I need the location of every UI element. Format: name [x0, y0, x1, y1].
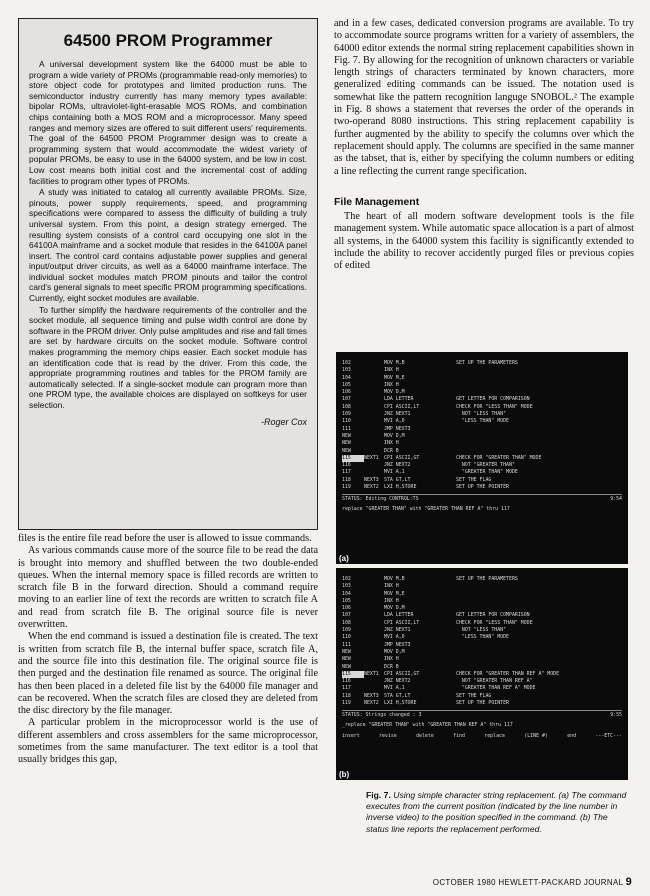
- page-number: 9: [625, 876, 632, 888]
- line-instruction: MVI A,1: [384, 685, 405, 692]
- line-label: [364, 678, 384, 685]
- line-number: 107: [342, 396, 351, 403]
- code-line: [342, 627, 622, 634]
- line-number: 109: [342, 627, 351, 634]
- line-number: 115: [342, 671, 364, 678]
- line-comment: [456, 598, 622, 605]
- code-line: [342, 418, 622, 425]
- line-instruction: CPI ASCII,LT: [384, 619, 420, 626]
- line-instruction: CPI ASCII,GT: [384, 670, 420, 677]
- status-time: 9:55: [610, 712, 622, 719]
- line-comment: [456, 389, 622, 396]
- line-label: [364, 396, 384, 403]
- line-label: [364, 448, 384, 455]
- line-number: 117: [342, 469, 351, 476]
- line-number: 110: [342, 634, 351, 641]
- line-comment: SET UP THE PARAMETERS: [456, 576, 518, 582]
- right-column-text: [334, 18, 634, 273]
- figure-label-b: (b): [339, 769, 350, 779]
- code-line: [342, 433, 622, 440]
- line-instruction: DCR B: [384, 663, 399, 670]
- line-label: [364, 426, 384, 433]
- line-label: [364, 382, 384, 389]
- line-label: [364, 375, 384, 382]
- line-instruction: JMP NEXT3: [384, 641, 411, 648]
- line-instruction: MOV D,M: [384, 389, 405, 396]
- line-number: 105: [342, 597, 351, 604]
- caption-text: Using simple character string replacement. (a) The command executes from the current position (indicated by the line number in inverse video) to the position specified in the command. (b) The status line reports the replacement performed.: [366, 790, 627, 834]
- line-comment: [456, 440, 622, 447]
- line-instruction: LDA LETTER: [384, 612, 414, 619]
- code-line: [342, 389, 622, 396]
- line-label: [364, 389, 384, 396]
- line-instruction: MOV M,E: [384, 374, 405, 381]
- line-instruction: MVI A,0: [384, 634, 405, 641]
- line-comment: CHECK FOR "LESS THAN" MODE: [456, 403, 533, 410]
- line-instruction: LDA LETTER: [384, 396, 414, 403]
- line-number: NEW: [342, 663, 351, 670]
- line-instruction: INX H: [384, 583, 399, 590]
- code-line: [342, 642, 622, 649]
- line-number: 108: [342, 619, 351, 626]
- code-line: [342, 612, 622, 619]
- line-comment: [456, 367, 622, 374]
- line-number: 103: [342, 583, 351, 590]
- line-label: [364, 649, 384, 656]
- line-label: [364, 612, 384, 619]
- line-label: [364, 656, 384, 663]
- code-line: [342, 671, 622, 678]
- line-instruction: STA GT,LT: [384, 476, 411, 483]
- line-label: [364, 367, 384, 374]
- line-instruction: CPI ASCII,LT: [384, 403, 420, 410]
- code-line: [342, 411, 622, 418]
- softkey: end: [567, 732, 577, 739]
- line-instruction: STA GT,LT: [384, 692, 411, 699]
- line-comment: CHECK FOR "GREATER THAN" MODE: [456, 454, 542, 461]
- code-line: [342, 396, 622, 403]
- softkey-bar: [342, 733, 622, 740]
- line-comment: "GREATER THAN REF A" MODE: [456, 685, 536, 692]
- code-line: [342, 605, 622, 612]
- line-instruction: MOV D,M: [384, 605, 405, 612]
- line-number: 119: [342, 484, 351, 491]
- line-comment: "LESS THAN" MODE: [456, 418, 509, 425]
- line-instruction: JNZ NEXT2: [384, 678, 411, 685]
- line-number: 104: [342, 590, 351, 597]
- line-comment: GET LETTER FOR COMPARISON: [456, 396, 530, 403]
- code-line: [342, 448, 622, 455]
- sidebar-box: [18, 18, 318, 530]
- line-instruction: JNZ NEXT2: [384, 462, 411, 469]
- line-instruction: INX H: [384, 381, 399, 388]
- line-comment: SET UP THE PARAMETERS: [456, 360, 518, 366]
- code-line: [342, 360, 622, 367]
- figure-label-a: (a): [339, 553, 349, 563]
- code-line: [342, 700, 622, 707]
- code-line: [342, 664, 622, 671]
- line-comment: CHECK FOR "GREATER THAN REF A" MODE: [456, 670, 560, 677]
- line-instruction: MVI A,0: [384, 418, 405, 425]
- line-instruction: INX H: [384, 440, 399, 447]
- line-number: 118: [342, 692, 351, 699]
- line-number: 106: [342, 389, 351, 396]
- line-comment: [456, 433, 622, 440]
- body-paragraph: A particular problem in the microprocessor world is the use of different assemblers and cross assemblers for the same microprocessor, sometimes from the same manufacturer. The text editor is a tool that usually bridges this gap,: [18, 717, 318, 766]
- figure-number: Fig. 7.: [366, 790, 391, 800]
- code-line: [342, 576, 622, 583]
- line-number: 117: [342, 685, 351, 692]
- body-paragraph: When the end command is issued a destination file is created. The text is written from scratch file B, the internal buffer space, scratch file A, and the source file into this destination file. The original source file is then purged and the destination file renamed as source. The original file has then been placed in a deleted file list by the 64000 file manager and can be recovered. When the scratch files are closed they are deleted from the disc directory by the file manager.: [18, 631, 318, 717]
- sidebar-signature: -Roger Cox: [260, 416, 307, 427]
- line-number: NEW: [342, 648, 351, 655]
- code-line: [342, 477, 622, 484]
- line-comment: CHECK FOR "LESS THAN" MODE: [456, 619, 533, 626]
- line-label: [364, 634, 384, 641]
- line-label: NEXT1: [364, 454, 379, 461]
- softkey: find: [453, 732, 465, 739]
- line-label: [364, 591, 384, 598]
- line-label: NEXT1: [364, 670, 379, 677]
- code-line: [342, 469, 622, 476]
- status-line: [342, 494, 622, 503]
- code-line: [342, 367, 622, 374]
- line-comment: [456, 426, 622, 433]
- line-number: 119: [342, 700, 351, 707]
- line-comment: [456, 591, 622, 598]
- line-comment: GET LETTER FOR COMPARISON: [456, 612, 530, 619]
- code-line: [342, 591, 622, 598]
- sidebar-paragraph: A study was initiated to catalog all currently available PROMs. Size, pinouts, power supply requirements, speed, and programming specifications were compared to assess the difficulty of building a truly universal system. From this point, a design strategy emerged. The resulting system consists of a control card occupying one slot in the 64100A mainframe and a socket module that resides in the 64100A panel insert. The control card contains adjustable power supplies and general input/output driver circuits, as well as a 64000 mainframe interface. The individual socket modules match PROM pinouts and tailor the control card's general signals to meet specific PROM programming specifications. Currently, eight socket modules are available.: [29, 187, 307, 304]
- line-number: NEW: [342, 440, 351, 447]
- sidebar-title: 64500 PROM Programmer: [63, 31, 273, 50]
- code-line: [342, 634, 622, 641]
- line-label: [364, 627, 384, 634]
- body-paragraph: The heart of all modern software development tools is the file management system. While automatic space allocation is a part of almost all systems, in the 64000 system this facility is significantly extended to include the ability to recover accidently purged files or previous copies of edited: [334, 211, 634, 272]
- line-label: NEXT2: [364, 700, 379, 707]
- line-label: [364, 433, 384, 440]
- line-instruction: LXI H,STORE: [384, 484, 417, 491]
- line-comment: [456, 448, 622, 455]
- line-comment: SET THE FLAG: [456, 692, 492, 699]
- line-label: [364, 685, 384, 692]
- line-label: NEXT3: [364, 692, 379, 699]
- line-label: [364, 664, 384, 671]
- line-instruction: MVI A,1: [384, 469, 405, 476]
- line-number: 118: [342, 476, 351, 483]
- line-comment: [456, 664, 622, 671]
- line-number: NEW: [342, 432, 351, 439]
- line-comment: [456, 649, 622, 656]
- line-comment: NOT "LESS THAN": [456, 411, 507, 418]
- command-line: _replace "GREATER THAN" with "GREATER THAN REF A" thru 117: [342, 721, 513, 728]
- line-number: 105: [342, 381, 351, 388]
- code-line: [342, 462, 622, 469]
- line-label: [364, 620, 384, 627]
- line-comment: [456, 656, 622, 663]
- code-line: [342, 620, 622, 627]
- line-instruction: MOV M,E: [384, 590, 405, 597]
- line-comment: SET UP THE POINTER: [456, 700, 509, 707]
- line-instruction: JNZ NEXT1: [384, 411, 411, 418]
- line-number: 106: [342, 605, 351, 612]
- softkey: revise: [379, 732, 397, 739]
- code-line: [342, 678, 622, 685]
- line-comment: SET THE FLAG: [456, 476, 492, 483]
- line-number: 116: [342, 678, 351, 685]
- sidebar-paragraph: To further simplify the hardware requirements of the controller and the socket module, all sequence timing and pulse width control are done by software in the PROM driver. Only pulse amplitudes and rise and fall times are set by hardware circuits on the socket module. Software control makes programming the memory chips easier. Each socket module has an identification code that is read by the driver. From this code, the appropriate programming routines and tables for the PROM family are automatically selected. If a single-socket module can program more than one PROM type, the available choices are displayed on softkeys for user selection.: [29, 304, 307, 410]
- line-instruction: MOV M,B: [384, 576, 405, 582]
- code-line: [342, 426, 622, 433]
- line-comment: NOT "GREATER THAN": [456, 462, 515, 469]
- line-instruction: MOV D,M: [384, 648, 405, 655]
- line-number: 116: [342, 462, 351, 469]
- code-listing: [342, 576, 622, 707]
- line-instruction: INX H: [384, 367, 399, 374]
- code-line: [342, 440, 622, 447]
- line-comment: [456, 382, 622, 389]
- line-number: NEW: [342, 656, 351, 663]
- line-instruction: JMP NEXT3: [384, 425, 411, 432]
- line-number: 103: [342, 367, 351, 374]
- body-paragraph: files is the entire file read before the user is allowed to issue commands.: [18, 533, 312, 544]
- command-line: replace "GREATER THAN" with "GREATER THAN REF A" thru 117: [342, 505, 510, 512]
- line-instruction: MOV D,M: [384, 432, 405, 439]
- code-line: [342, 404, 622, 411]
- line-number: 111: [342, 641, 351, 648]
- line-instruction: INX H: [384, 656, 399, 663]
- line-instruction: MOV M,B: [384, 360, 405, 366]
- code-line: [342, 455, 622, 462]
- softkey: delete: [416, 732, 434, 739]
- section-heading: File Management: [334, 195, 420, 208]
- line-label: NEXT3: [364, 476, 379, 483]
- line-comment: SET UP THE POINTER: [456, 484, 509, 491]
- line-comment: "GREATER THAN" MODE: [456, 469, 518, 476]
- code-line: [342, 598, 622, 605]
- line-label: [364, 605, 384, 612]
- figure-screen-b: [336, 568, 628, 780]
- code-listing: [342, 360, 622, 491]
- status-text: STATUS: Strings changed : 3: [342, 712, 422, 719]
- line-label: [364, 360, 384, 367]
- sidebar-paragraph: A universal development system like the 64000 must be able to program a wide variety of PROMs (programmable read-only memories) to store object code for prototypes and limited production runs. The semiconductor industry currently has many memory types available: bipolar ROMs, ultraviolet-light-erasable MOS ROMs, and combination chips containing both a MOS ROM and a microprocessor. Many speed ranges and memory sizes are offered to suit different users' requirements. The goal of the 64500 PROM Programmer design was to create a programming system that would accommodate the widest variety of popular PROMs, be easy to use in the 64000 system, and be low in cost. Low cost means both initial cost and the incremental cost of adding facilities to program other types of PROMs.: [29, 59, 307, 186]
- line-number: 108: [342, 403, 351, 410]
- line-comment: [456, 642, 622, 649]
- line-instruction: DCR B: [384, 447, 399, 454]
- line-number: NEW: [342, 447, 351, 454]
- softkey: ---ETC---: [595, 732, 622, 739]
- softkey: (LINE #): [524, 732, 548, 739]
- left-column-text: [18, 533, 318, 767]
- line-instruction: JNZ NEXT1: [384, 627, 411, 634]
- body-paragraph: As various commands cause more of the source file to be read the data is brought into memory and shuffled between the two double-ended queues. When the internal memory space is filled records are written to scratch file B in the forward direction. Should a command require moving to an earlier line of text the records are written to scratch file A and read from scratch file B. The original source file is never overwritten.: [18, 545, 318, 631]
- line-instruction: LXI H,STORE: [384, 700, 417, 707]
- line-comment: [456, 375, 622, 382]
- code-line: [342, 693, 622, 700]
- line-label: NEXT2: [364, 484, 379, 491]
- line-number: 104: [342, 374, 351, 381]
- code-line: [342, 484, 622, 491]
- code-line: [342, 583, 622, 590]
- footer-text: OCTOBER 1980 HEWLETT-PACKARD JOURNAL: [432, 878, 624, 887]
- line-comment: "LESS THAN" MODE: [456, 634, 509, 641]
- status-time: 9:54: [610, 496, 622, 503]
- page-footer: [433, 876, 632, 888]
- line-number: 109: [342, 411, 351, 418]
- line-label: [364, 404, 384, 411]
- line-instruction: CPI ASCII,GT: [384, 454, 420, 461]
- line-label: [364, 411, 384, 418]
- status-text: STATUS: Editing CONTROL:TS: [342, 496, 419, 503]
- line-number: 115: [342, 455, 364, 462]
- status-line: [342, 710, 622, 719]
- softkey: insert: [342, 732, 360, 739]
- line-number: 110: [342, 418, 351, 425]
- line-label: [364, 642, 384, 649]
- figure-caption: [366, 790, 632, 835]
- code-line: [342, 656, 622, 663]
- line-label: [364, 440, 384, 447]
- line-number: 107: [342, 612, 351, 619]
- line-comment: NOT "GREATER THAN REF A": [456, 678, 533, 685]
- code-line: [342, 649, 622, 656]
- line-number: 102: [342, 360, 351, 366]
- softkey: replace: [484, 732, 505, 739]
- code-line: [342, 685, 622, 692]
- line-label: [364, 418, 384, 425]
- line-number: 102: [342, 576, 351, 582]
- line-label: [364, 576, 384, 583]
- line-number: 111: [342, 425, 351, 432]
- figure-screen-a: [336, 352, 628, 564]
- line-instruction: INX H: [384, 597, 399, 604]
- line-comment: [456, 605, 622, 612]
- line-comment: [456, 583, 622, 590]
- line-label: [364, 598, 384, 605]
- line-label: [364, 462, 384, 469]
- line-label: [364, 583, 384, 590]
- body-paragraph: and in a few cases, dedicated conversion programs are available. To try to accommodate source programs written for a variety of assemblers, the 64000 editor extends the normal string replacement capabilities shown in Fig. 7. By allowing for the recognition of unknown characters or variable length strings of characters terminated by known characters, more generalized editing commands can be issued. The notation used is somewhat like the pattern recognition languge SNOBOL.² The example in Fig. 8 shows a statement that reverses the order of the operands in two-operand 8080 instructions. This string replacement capability is further augmented by the ability to specify the columns over which the replacement should apply. The columns are specified in the same manner as the tabset, that is, either by specifying the column numbers or editing a line reflecting the current range specification.: [334, 18, 634, 177]
- line-comment: NOT "LESS THAN": [456, 627, 507, 634]
- code-line: [342, 382, 622, 389]
- code-line: [342, 375, 622, 382]
- line-label: [364, 469, 384, 476]
